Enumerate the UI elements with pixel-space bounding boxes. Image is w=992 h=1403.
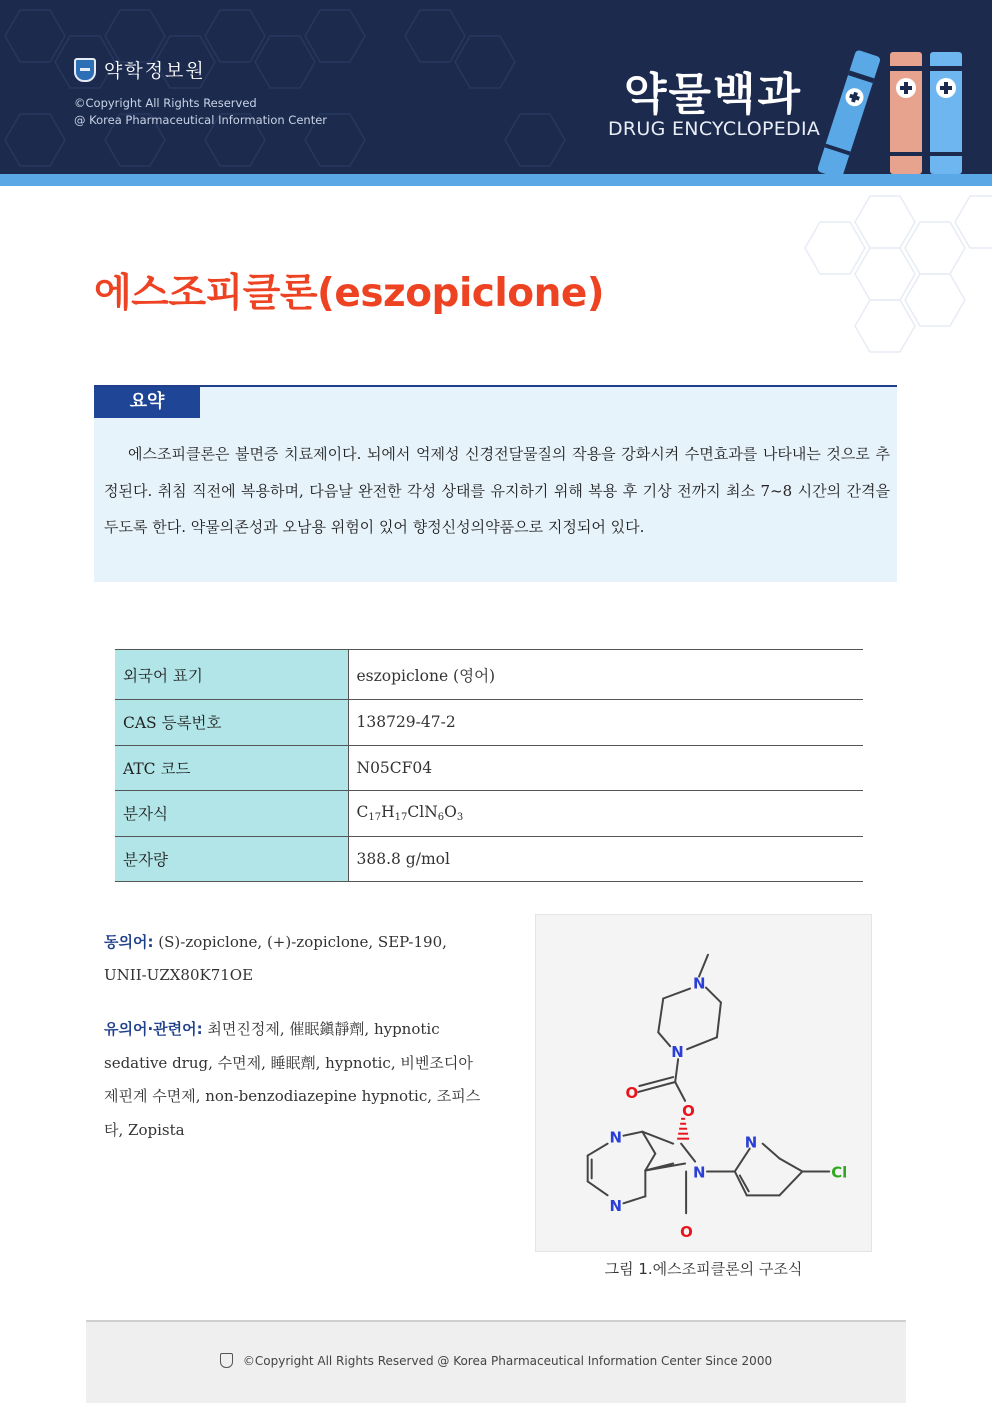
synonyms-text: (S)-zopiclone, (+)-zopiclone, SEP-190, UNII-UZX80K71OE bbox=[104, 933, 447, 984]
header-copyright-line1: ©Copyright All Rights Reserved bbox=[74, 96, 257, 110]
table-row bbox=[115, 836, 863, 882]
medicine-books-icon bbox=[818, 44, 968, 178]
structure-figure bbox=[535, 914, 872, 1252]
row-label: ATC 코드 bbox=[115, 745, 348, 791]
row-value: 138729-47-2 bbox=[348, 700, 863, 746]
org-logo bbox=[74, 56, 206, 83]
row-value: N05CF04 bbox=[348, 745, 863, 791]
table-row bbox=[115, 700, 863, 746]
related-label: 유의어·관련어: bbox=[104, 1020, 203, 1038]
atom-n2: N bbox=[671, 1043, 684, 1062]
brand-title-korean: 약물백과 bbox=[624, 69, 803, 120]
summary-top-rule bbox=[94, 385, 897, 387]
synonyms-label: 동의어: bbox=[104, 933, 154, 951]
atom-n3: N bbox=[609, 1128, 623, 1147]
molecular-formula: $C_{17}H_{17}ClN_6O_3$ bbox=[348, 791, 863, 837]
table-row bbox=[115, 650, 863, 700]
figure-caption: 그림 1.에스조피클론의 구조식 bbox=[604, 1260, 803, 1278]
atom-n6: N bbox=[744, 1133, 758, 1152]
drug-info-table bbox=[115, 649, 863, 882]
footer-copyright: ©Copyright All Rights Reserved @ Korea Pharmaceutical Information Center Since 2000 bbox=[242, 1353, 773, 1368]
summary-text: 에스조피클론은 불면증 치료제이다. 뇌에서 억제성 신경전달물질의 작용을 강화시켜 수면효과를 나타내는 것으로 추정된다. 취침 직전에 복용하며, 다음날 완전한 각성 상태를 유지하기 위해 복용 후 기상 전까지 최소 7~8 시간의 간격을 두도록 한다. 약물의존성과 오남용 위험이 있어 향정신성의약품으로 지정되어 있다. bbox=[104, 445, 890, 536]
table-row bbox=[115, 745, 863, 791]
atom-n4: N bbox=[609, 1197, 623, 1216]
table-row bbox=[115, 791, 863, 837]
row-label: 분자량 bbox=[115, 836, 348, 882]
atom-cl: Cl bbox=[831, 1163, 848, 1182]
atom-o3: O bbox=[680, 1223, 693, 1242]
footer bbox=[86, 1322, 906, 1403]
chemical-structure bbox=[536, 915, 871, 1251]
atom-n1: N bbox=[693, 974, 706, 993]
summary-label: 요약 bbox=[94, 387, 200, 418]
row-value: 388.8 g/mol bbox=[348, 836, 863, 882]
row-label: 분자식 bbox=[115, 791, 348, 837]
header-copyright bbox=[74, 95, 327, 129]
org-name: 약학정보원 bbox=[104, 60, 206, 82]
row-value: eszopiclone (영어) bbox=[348, 650, 863, 700]
row-label: CAS 등록번호 bbox=[115, 700, 348, 746]
related-text: 최면진정제, 催眠鎭靜劑, hypnotic sedative drug, 수면제, 睡眠劑, hypnotic, 비벤조디아제핀계 수면제, non-benzodiazepine hypnotic, 조피스타, Zopista bbox=[104, 1020, 481, 1139]
atom-o1: O bbox=[625, 1083, 639, 1102]
org-emblem-icon bbox=[74, 58, 96, 82]
page-title: 에스조피클론(eszopiclone) bbox=[94, 271, 605, 316]
synonyms bbox=[104, 926, 484, 992]
brand-title-english: DRUG ENCYCLOPEDIA bbox=[608, 118, 821, 140]
row-label: 외국어 표기 bbox=[115, 650, 348, 700]
header-banner bbox=[0, 0, 992, 186]
related-terms bbox=[104, 1013, 484, 1147]
atom-o2: O bbox=[682, 1101, 695, 1120]
footer-emblem-icon bbox=[220, 1353, 233, 1368]
decorative-hexagons bbox=[720, 186, 992, 376]
atom-n5: N bbox=[693, 1163, 706, 1182]
header-copyright-line2: @ Korea Pharmaceutical Information Center bbox=[74, 113, 327, 127]
